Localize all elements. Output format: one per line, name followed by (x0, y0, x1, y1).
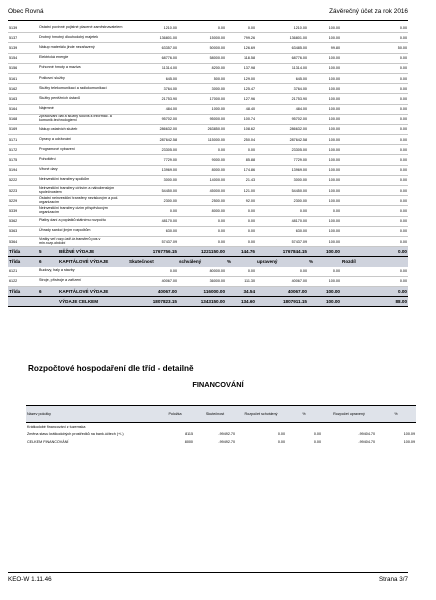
value-cell: 11314.00 (128, 63, 178, 73)
value-cell: 0.00 (341, 114, 408, 124)
value-cell: 0.00 (128, 267, 178, 277)
value-cell: 1767844.15 (256, 247, 308, 257)
value-cell: 0.00 (341, 94, 408, 104)
value-cell: 100.00 (308, 165, 341, 175)
value-cell: 100.00 (308, 196, 341, 206)
value-cell: 0.00 (341, 247, 408, 257)
value-cell: 127.96 (226, 94, 256, 104)
value-cell: 21753.90 (128, 94, 178, 104)
value-cell: 136801.00 (256, 33, 308, 43)
table-row (8, 165, 408, 175)
value-cell: 263850.00 (178, 124, 226, 134)
summary-row (8, 286, 408, 296)
value-cell: 1807823.15 (128, 297, 178, 307)
item-code: 8000 (184, 439, 193, 444)
column-header: Položka (156, 406, 194, 423)
item-name: Opravy a udržování (38, 135, 128, 145)
value-cell: 2300.00 (256, 196, 308, 206)
table-row (8, 267, 408, 277)
page-number: Strana 3/7 (378, 576, 408, 583)
value-cell: 0.00 (178, 236, 226, 246)
item-code: 5222 (8, 175, 38, 185)
value-cell: 8200.00 (178, 63, 226, 73)
value-cell: 121.00 (226, 186, 256, 196)
value-cell: -99492.70 (218, 439, 235, 444)
item-name: Elektrická energie (38, 53, 128, 63)
item-name: CELKEM FINANCOVÁNÍ (27, 439, 69, 444)
value-cell: 23305.00 (256, 145, 308, 155)
expenditure-table (8, 23, 408, 307)
value-cell: 144.76 (226, 247, 256, 257)
item-name: Změna stavu krátkodobých prostředků na bank.účtech (+/-) (27, 432, 124, 437)
value-cell: 85.88 (226, 155, 256, 165)
table-row (8, 236, 408, 246)
item-code: 5139 (8, 23, 38, 33)
value-cell: 48170.00 (128, 216, 178, 226)
value-cell: 286632.00 (128, 124, 178, 134)
value-cell: 0.00 (341, 276, 408, 286)
table-row (8, 114, 408, 124)
item-code: 5162 (8, 84, 38, 94)
item-name: Poštovní služby (38, 73, 128, 83)
value-cell: 45000.00 (178, 186, 226, 196)
value-cell: 100.00 (308, 23, 341, 33)
item-code: 5169 (8, 124, 38, 134)
summary-row (8, 247, 408, 257)
section-subtitle: FINANCOVÁNÍ (192, 380, 244, 389)
value-cell: 100.09 (403, 439, 415, 444)
item-name: Věcné dary (38, 165, 128, 175)
value-cell: 36000.00 (178, 276, 226, 286)
value-cell: 0.00 (178, 145, 226, 155)
item-name: Platby daní a poplatků státnímu rozpočtu (38, 216, 128, 226)
value-cell: 0.00 (341, 84, 408, 94)
value-cell: 0.00 (341, 206, 408, 216)
value-cell: 68776.00 (256, 53, 308, 63)
item-name: Neinvestiční transfery spolkům (38, 175, 128, 185)
value-cell: 645.00 (256, 73, 308, 83)
value-cell: 50000.00 (178, 43, 226, 53)
footer-divider (8, 572, 408, 573)
value-cell: 2500.00 (178, 196, 226, 206)
column-header: % (308, 257, 341, 267)
item-name: Neinvestiční transfery cizím příspěvkovým organizacím (38, 206, 128, 216)
table-row (8, 43, 408, 53)
value-cell: 17000.00 (178, 94, 226, 104)
value-cell: 0.00 (308, 206, 341, 216)
value-cell: 0.00 (226, 23, 256, 33)
value-cell: 0.00 (313, 439, 321, 444)
value-cell: 0.00 (341, 124, 408, 134)
value-cell: 0.00 (341, 236, 408, 246)
table-row (8, 226, 408, 236)
value-cell: -99404.70 (358, 432, 375, 437)
class-number: 5 (38, 247, 58, 257)
value-cell: 0.00 (178, 23, 226, 33)
table-row (8, 63, 408, 73)
table-row (8, 84, 408, 94)
item-name: Ostatní povinné pojistné placené zaměstnavatelem (38, 23, 128, 33)
value-cell: 0.00 (341, 33, 408, 43)
value-cell: 129.00 (226, 73, 256, 83)
table-row (8, 196, 408, 206)
column-header: Rozpočet upravený (322, 406, 376, 423)
value-cell: 99.80 (308, 43, 341, 53)
value-cell: 250.04 (226, 135, 256, 145)
value-cell: 0.00 (341, 155, 408, 165)
value-cell: 58000.00 (178, 53, 226, 63)
column-header: Skutečnost (194, 406, 236, 423)
column-header: upravený (256, 257, 308, 267)
report-title: Závěrečný účet za rok 2016 (329, 8, 408, 15)
value-cell: 286632.00 (256, 124, 308, 134)
value-cell: 48.40 (226, 104, 256, 114)
value-cell: 125.47 (226, 84, 256, 94)
value-cell: 100.00 (308, 84, 341, 94)
value-cell: 0.00 (341, 165, 408, 175)
value-cell: 40067.00 (256, 286, 308, 296)
value-cell: 645.00 (128, 73, 178, 83)
value-cell: 95702.00 (256, 114, 308, 124)
item-name: Pohonné hmoty a maziva (38, 63, 128, 73)
header-divider (8, 20, 408, 21)
value-cell: 50.00 (341, 43, 408, 53)
value-cell: 13969.00 (128, 165, 178, 175)
value-cell: 500.00 (178, 73, 226, 83)
software-version: KEO-W 1.11.46 (8, 576, 52, 583)
table-row (8, 145, 408, 155)
table-row (26, 438, 416, 446)
value-cell: 0.00 (128, 206, 178, 216)
value-cell: 100.00 (308, 155, 341, 165)
spacer-cell (38, 297, 58, 307)
table-row (8, 155, 408, 165)
value-cell: 0.00 (256, 206, 308, 216)
value-cell: 100.00 (308, 124, 341, 134)
value-cell: -99492.70 (218, 432, 235, 437)
table-row (8, 135, 408, 145)
value-cell: 100.00 (308, 297, 341, 307)
item-code: 8115 (185, 432, 193, 437)
item-code: 5362 (8, 216, 38, 226)
value-cell: 57437.09 (256, 236, 308, 246)
table-row (8, 276, 408, 286)
value-cell: 100.00 (308, 53, 341, 63)
value-cell: 7729.00 (128, 155, 178, 165)
value-cell: 1343150.00 (178, 297, 226, 307)
table-row (8, 206, 408, 216)
column-header: % (376, 406, 416, 423)
value-cell: 100.00 (308, 104, 341, 114)
value-cell: 9000.00 (178, 155, 226, 165)
table-row (8, 73, 408, 83)
value-cell: 48170.00 (256, 216, 308, 226)
item-code: 5171 (8, 135, 38, 145)
value-cell: 0.00 (341, 196, 408, 206)
value-cell: 0.00 (341, 175, 408, 185)
item-name: Vratky veř.rozp.ústř.úr.transferů pos.v min.rozp.období (38, 236, 128, 246)
value-cell: 11314.00 (256, 63, 308, 73)
value-cell: 92.00 (226, 196, 256, 206)
value-cell: 1210.00 (256, 23, 308, 33)
item-code: 5194 (8, 165, 38, 175)
column-header: schválený (178, 257, 226, 267)
value-cell: 0.00 (341, 63, 408, 73)
item-code: 5172 (8, 145, 38, 155)
value-cell: 100.00 (308, 175, 341, 185)
value-cell: 68776.00 (128, 53, 178, 63)
value-cell: 0.00 (341, 226, 408, 236)
item-code: 5339 (8, 206, 38, 216)
section-title: Rozpočtové hospodaření dle tříd - detailně (28, 364, 194, 373)
value-cell: 111.30 (226, 276, 256, 286)
summary-label: VÝDAJE CELKEM (58, 297, 128, 307)
value-cell: 100.00 (308, 276, 341, 286)
value-cell: 137.98 (226, 63, 256, 73)
value-cell: 63485.00 (256, 43, 308, 53)
value-cell: 134.60 (226, 297, 256, 307)
value-cell: 8000.00 (178, 165, 226, 175)
value-cell: 40067.00 (256, 276, 308, 286)
value-cell: 21.43 (226, 175, 256, 185)
value-cell: 3764.00 (256, 84, 308, 94)
summary-label: BĚŽNÉ VÝDAJE (58, 247, 128, 257)
item-name: Budovy, haly a stavby (38, 267, 128, 277)
value-cell: 95702.00 (128, 114, 178, 124)
value-cell: 100.00 (308, 216, 341, 226)
value-cell: 63357.00 (128, 43, 178, 53)
class-number: 6 (38, 286, 58, 296)
item-name: Nákup materiálu jinde nezařazený (38, 43, 128, 53)
value-cell: 100.00 (308, 73, 341, 83)
item-code: 5139 (8, 43, 38, 53)
value-cell: 799.26 (226, 33, 256, 43)
table-row (8, 216, 408, 226)
value-cell: 174.86 (226, 165, 256, 175)
item-code: 5154 (8, 53, 38, 63)
value-cell: 100.00 (308, 33, 341, 43)
table-row (8, 124, 408, 134)
item-name: Úhrady sankcí jiným rozpočtům (38, 226, 128, 236)
value-cell: 13969.00 (256, 165, 308, 175)
value-cell: 630.00 (128, 226, 178, 236)
item-name: Zpracování dat a služby souvis.s informač. a komunik.technologiemi (38, 114, 128, 124)
item-code: 5229 (8, 196, 38, 206)
item-code: 5223 (8, 186, 38, 196)
value-cell: 7729.00 (256, 155, 308, 165)
value-cell: 100.74 (226, 114, 256, 124)
column-header: Rozpočet schválený (236, 406, 286, 423)
value-cell: 0.00 (341, 135, 408, 145)
value-cell: 54450.00 (256, 186, 308, 196)
value-cell: 80000.00 (178, 267, 226, 277)
value-cell: 0.00 (226, 236, 256, 246)
item-code: 5161 (8, 73, 38, 83)
value-cell: 0.00 (277, 432, 285, 437)
value-cell: 40067.00 (128, 286, 178, 296)
value-cell: 0.00 (226, 145, 256, 155)
value-cell: 0.00 (256, 267, 308, 277)
financing-table (26, 405, 416, 446)
item-name: Programové vybavení (38, 145, 128, 155)
group-row (26, 423, 416, 431)
value-cell: 0.00 (226, 267, 256, 277)
item-code: 5175 (8, 155, 38, 165)
value-cell: 100.00 (308, 247, 341, 257)
summary-label: KAPITÁLOVÉ VÝDAJE (58, 257, 128, 267)
item-code: 6121 (8, 267, 38, 277)
spacer-cell (8, 297, 38, 307)
column-header: Rozdíl (341, 257, 408, 267)
summary-row (8, 297, 408, 307)
value-cell: 100.09 (403, 432, 415, 437)
value-cell: 0.00 (341, 186, 408, 196)
table-row (8, 104, 408, 114)
value-cell: 1210.00 (128, 23, 178, 33)
value-cell: 484.00 (256, 104, 308, 114)
value-cell: 287642.58 (256, 135, 308, 145)
value-cell: 116000.00 (178, 286, 226, 296)
item-name: Služby peněžních ústavů (38, 94, 128, 104)
value-cell: 3764.00 (128, 84, 178, 94)
value-cell: 0.00 (226, 206, 256, 216)
value-cell: 630.00 (256, 226, 308, 236)
value-cell: 0.00 (341, 23, 408, 33)
value-cell: 15000.00 (178, 33, 226, 43)
table-row (8, 33, 408, 43)
value-cell: 54450.00 (128, 186, 178, 196)
municipality-name: Obec Rovná (8, 8, 44, 15)
value-cell: 34.54 (226, 286, 256, 296)
item-name: Nákup ostatních služeb (38, 124, 128, 134)
value-cell: 0.00 (341, 267, 408, 277)
value-cell: 100.00 (308, 286, 341, 296)
item-code: 5163 (8, 94, 38, 104)
value-cell: 0.00 (341, 145, 408, 155)
item-code: 5364 (8, 236, 38, 246)
value-cell: 0.00 (341, 53, 408, 63)
value-cell: 100.00 (308, 135, 341, 145)
value-cell: 0.00 (341, 73, 408, 83)
value-cell: 126.69 (226, 43, 256, 53)
table-row (26, 431, 416, 439)
header-row (26, 406, 416, 423)
value-cell: 108.62 (226, 124, 256, 134)
value-cell: 2300.00 (128, 196, 178, 206)
value-cell: 3000.00 (256, 175, 308, 185)
value-cell: 40067.00 (128, 276, 178, 286)
value-cell: 0.00 (341, 286, 408, 296)
summary-row (8, 257, 408, 267)
item-name: Stroje, přístroje a zařízení (38, 276, 128, 286)
column-header: Skutečnost (128, 257, 178, 267)
value-cell: 115000.00 (178, 135, 226, 145)
table-row (8, 23, 408, 33)
value-cell: 1807911.15 (256, 297, 308, 307)
value-cell: 0.00 (178, 216, 226, 226)
value-cell: 1221150.00 (178, 247, 226, 257)
class-number: 6 (38, 257, 58, 267)
item-code: 6122 (8, 276, 38, 286)
value-cell: 1000.00 (178, 104, 226, 114)
value-cell: 21753.90 (256, 94, 308, 104)
value-cell: 100.00 (308, 63, 341, 73)
value-cell: 0.00 (341, 104, 408, 114)
value-cell: 0.00 (341, 216, 408, 226)
summary-label: KAPITÁLOVÉ VÝDAJE (58, 286, 128, 296)
value-cell: 14000.00 (178, 175, 226, 185)
table-row (8, 175, 408, 185)
item-code: 5156 (8, 63, 38, 73)
class-label: Třída (8, 257, 38, 267)
item-code: 5168 (8, 114, 38, 124)
item-name: Neinvestiční transfery církvím a náboženským společnostem (38, 186, 128, 196)
page-header (8, 6, 408, 18)
column-header: Název položky (26, 406, 156, 423)
value-cell: 23305.00 (128, 145, 178, 155)
item-code: 5363 (8, 226, 38, 236)
class-label: Třída (8, 247, 38, 257)
item-name: Pohoštění (38, 155, 128, 165)
value-cell: 0.00 (226, 226, 256, 236)
item-name: Nájemné (38, 104, 128, 114)
value-cell: 88.00 (341, 297, 408, 307)
value-cell: 100.00 (308, 236, 341, 246)
value-cell: 57437.09 (128, 236, 178, 246)
value-cell: 1767756.15 (128, 247, 178, 257)
column-header: % (226, 257, 256, 267)
table-row (8, 53, 408, 63)
value-cell: 0.00 (178, 226, 226, 236)
value-cell: 118.58 (226, 53, 256, 63)
value-cell: 100.00 (308, 114, 341, 124)
value-cell: -99404.70 (358, 439, 375, 444)
value-cell: 287642.58 (128, 135, 178, 145)
item-code: 5164 (8, 104, 38, 114)
value-cell: 484.00 (128, 104, 178, 114)
table-row (8, 186, 408, 196)
column-header: % (286, 406, 322, 423)
item-name: Ostatní neinvestiční transfery neziskovým a pod. organizacím (38, 196, 128, 206)
value-cell: 100.00 (308, 145, 341, 155)
value-cell: 136801.00 (128, 33, 178, 43)
table-row (8, 94, 408, 104)
value-cell: 0.00 (313, 432, 321, 437)
value-cell: 8000.00 (178, 206, 226, 216)
value-cell: 100.00 (308, 186, 341, 196)
class-label: Třída (8, 286, 38, 296)
value-cell: 0.00 (226, 216, 256, 226)
value-cell: 3000.00 (128, 175, 178, 185)
item-name: Služby telekomunikací a radiokomunikací (38, 84, 128, 94)
value-cell: 100.00 (308, 94, 341, 104)
item-code: 5137 (8, 33, 38, 43)
value-cell: 95000.00 (178, 114, 226, 124)
value-cell: 0.00 (308, 267, 341, 277)
item-name: Drobný hmotný dlouhodobý majetek (38, 33, 128, 43)
value-cell: 3000.00 (178, 84, 226, 94)
value-cell: 0.00 (277, 439, 285, 444)
group-label: Krátkodobé financování z tuzemska (27, 424, 86, 429)
value-cell: 100.00 (308, 226, 341, 236)
